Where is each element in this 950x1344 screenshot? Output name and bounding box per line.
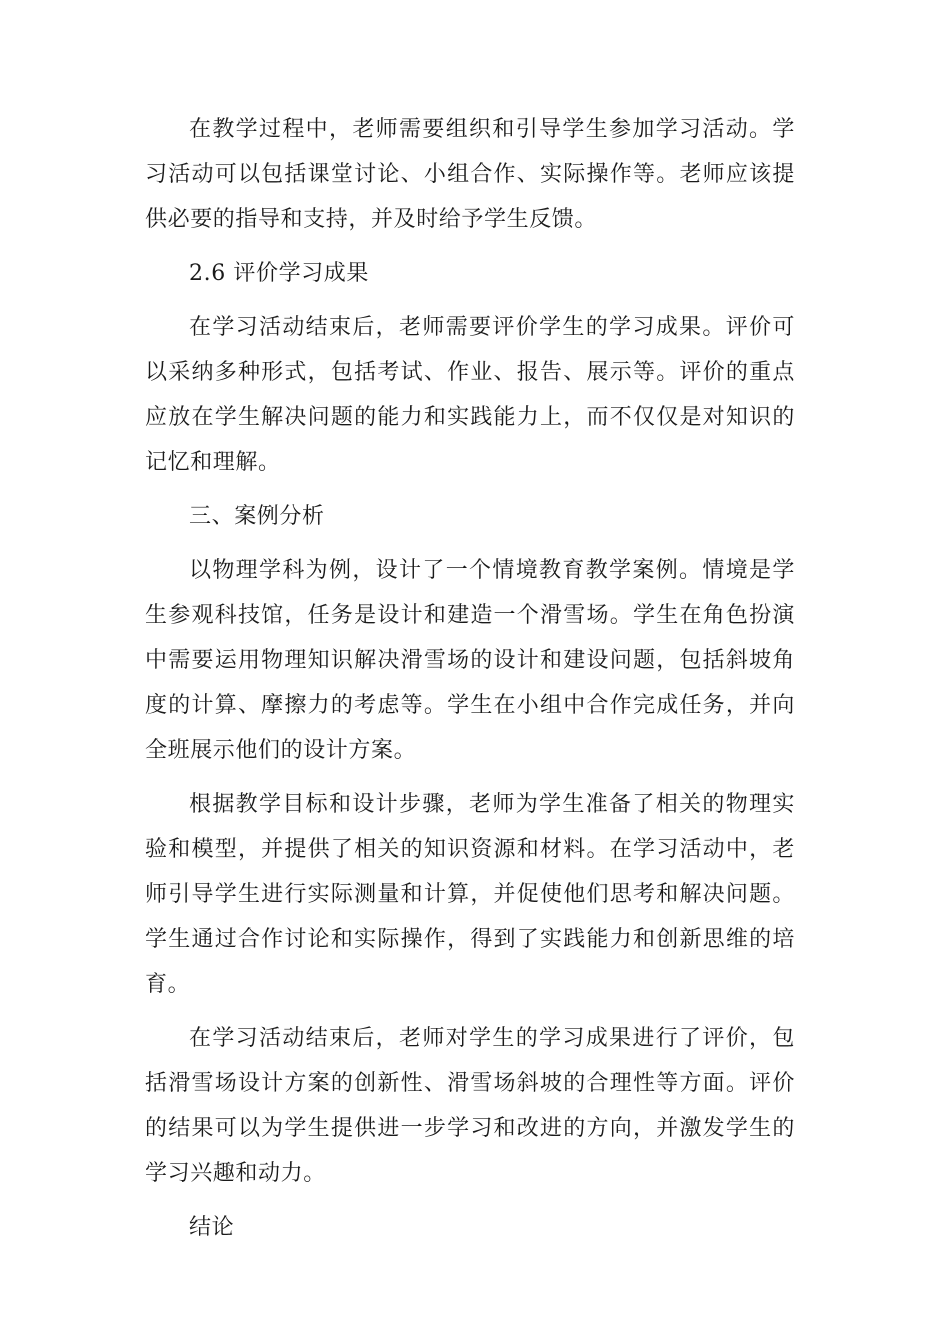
paragraph-physics-case: 以物理学科为例，设计了一个情境教育教学案例。情境是学生参观科技馆，任务是设计和建造一个滑雪场。学生在角色扮演中需要运用物理知识解决滑雪场的设计和建设问题，包括斜坡角度的计算、摩擦力的考虑等。学生在小组中合作完成任务，并向全班展示他们的设计方案。 [145, 558, 795, 763]
paragraph-evaluation-outcome: 在学习活动结束后，老师对学生的学习成果进行了评价，包括滑雪场设计方案的创新性、滑雪场斜坡的合理性等方面。评价的结果可以为学生提供进一步学习和改进的方向，并激发学生的学习兴趣和动力。 [145, 1026, 795, 1186]
section-heading-2-6: 2.6 评价学习成果 [189, 261, 369, 286]
section-heading-case-analysis: 三、案例分析 [189, 504, 325, 529]
paragraph-learning-activities: 在教学过程中，老师需要组织和引导学生参加学习活动。学习活动可以包括课堂讨论、小组合作、实际操作等。老师应该提供必要的指导和支持，并及时给予学生反馈。 [145, 117, 795, 232]
paragraph-evaluate-results: 在学习活动结束后，老师需要评价学生的学习成果。评价可以采纳多种形式，包括考试、作业、报告、展示等。评价的重点应放在学生解决问题的能力和实践能力上，而不仅仅是对知识的记忆和理解。 [145, 315, 795, 475]
document-body [145, 107, 795, 1259]
paragraph-teaching-steps: 根据教学目标和设计步骤，老师为学生准备了相关的物理实验和模型，并提供了相关的知识资源和材料。在学习活动中，老师引导学生进行实际测量和计算，并促使他们思考和解决问题。学生通过合作讨论和实际操作，得到了实践能力和创新思维的培育。 [145, 792, 795, 997]
section-heading-conclusion: 结论 [189, 1215, 235, 1240]
